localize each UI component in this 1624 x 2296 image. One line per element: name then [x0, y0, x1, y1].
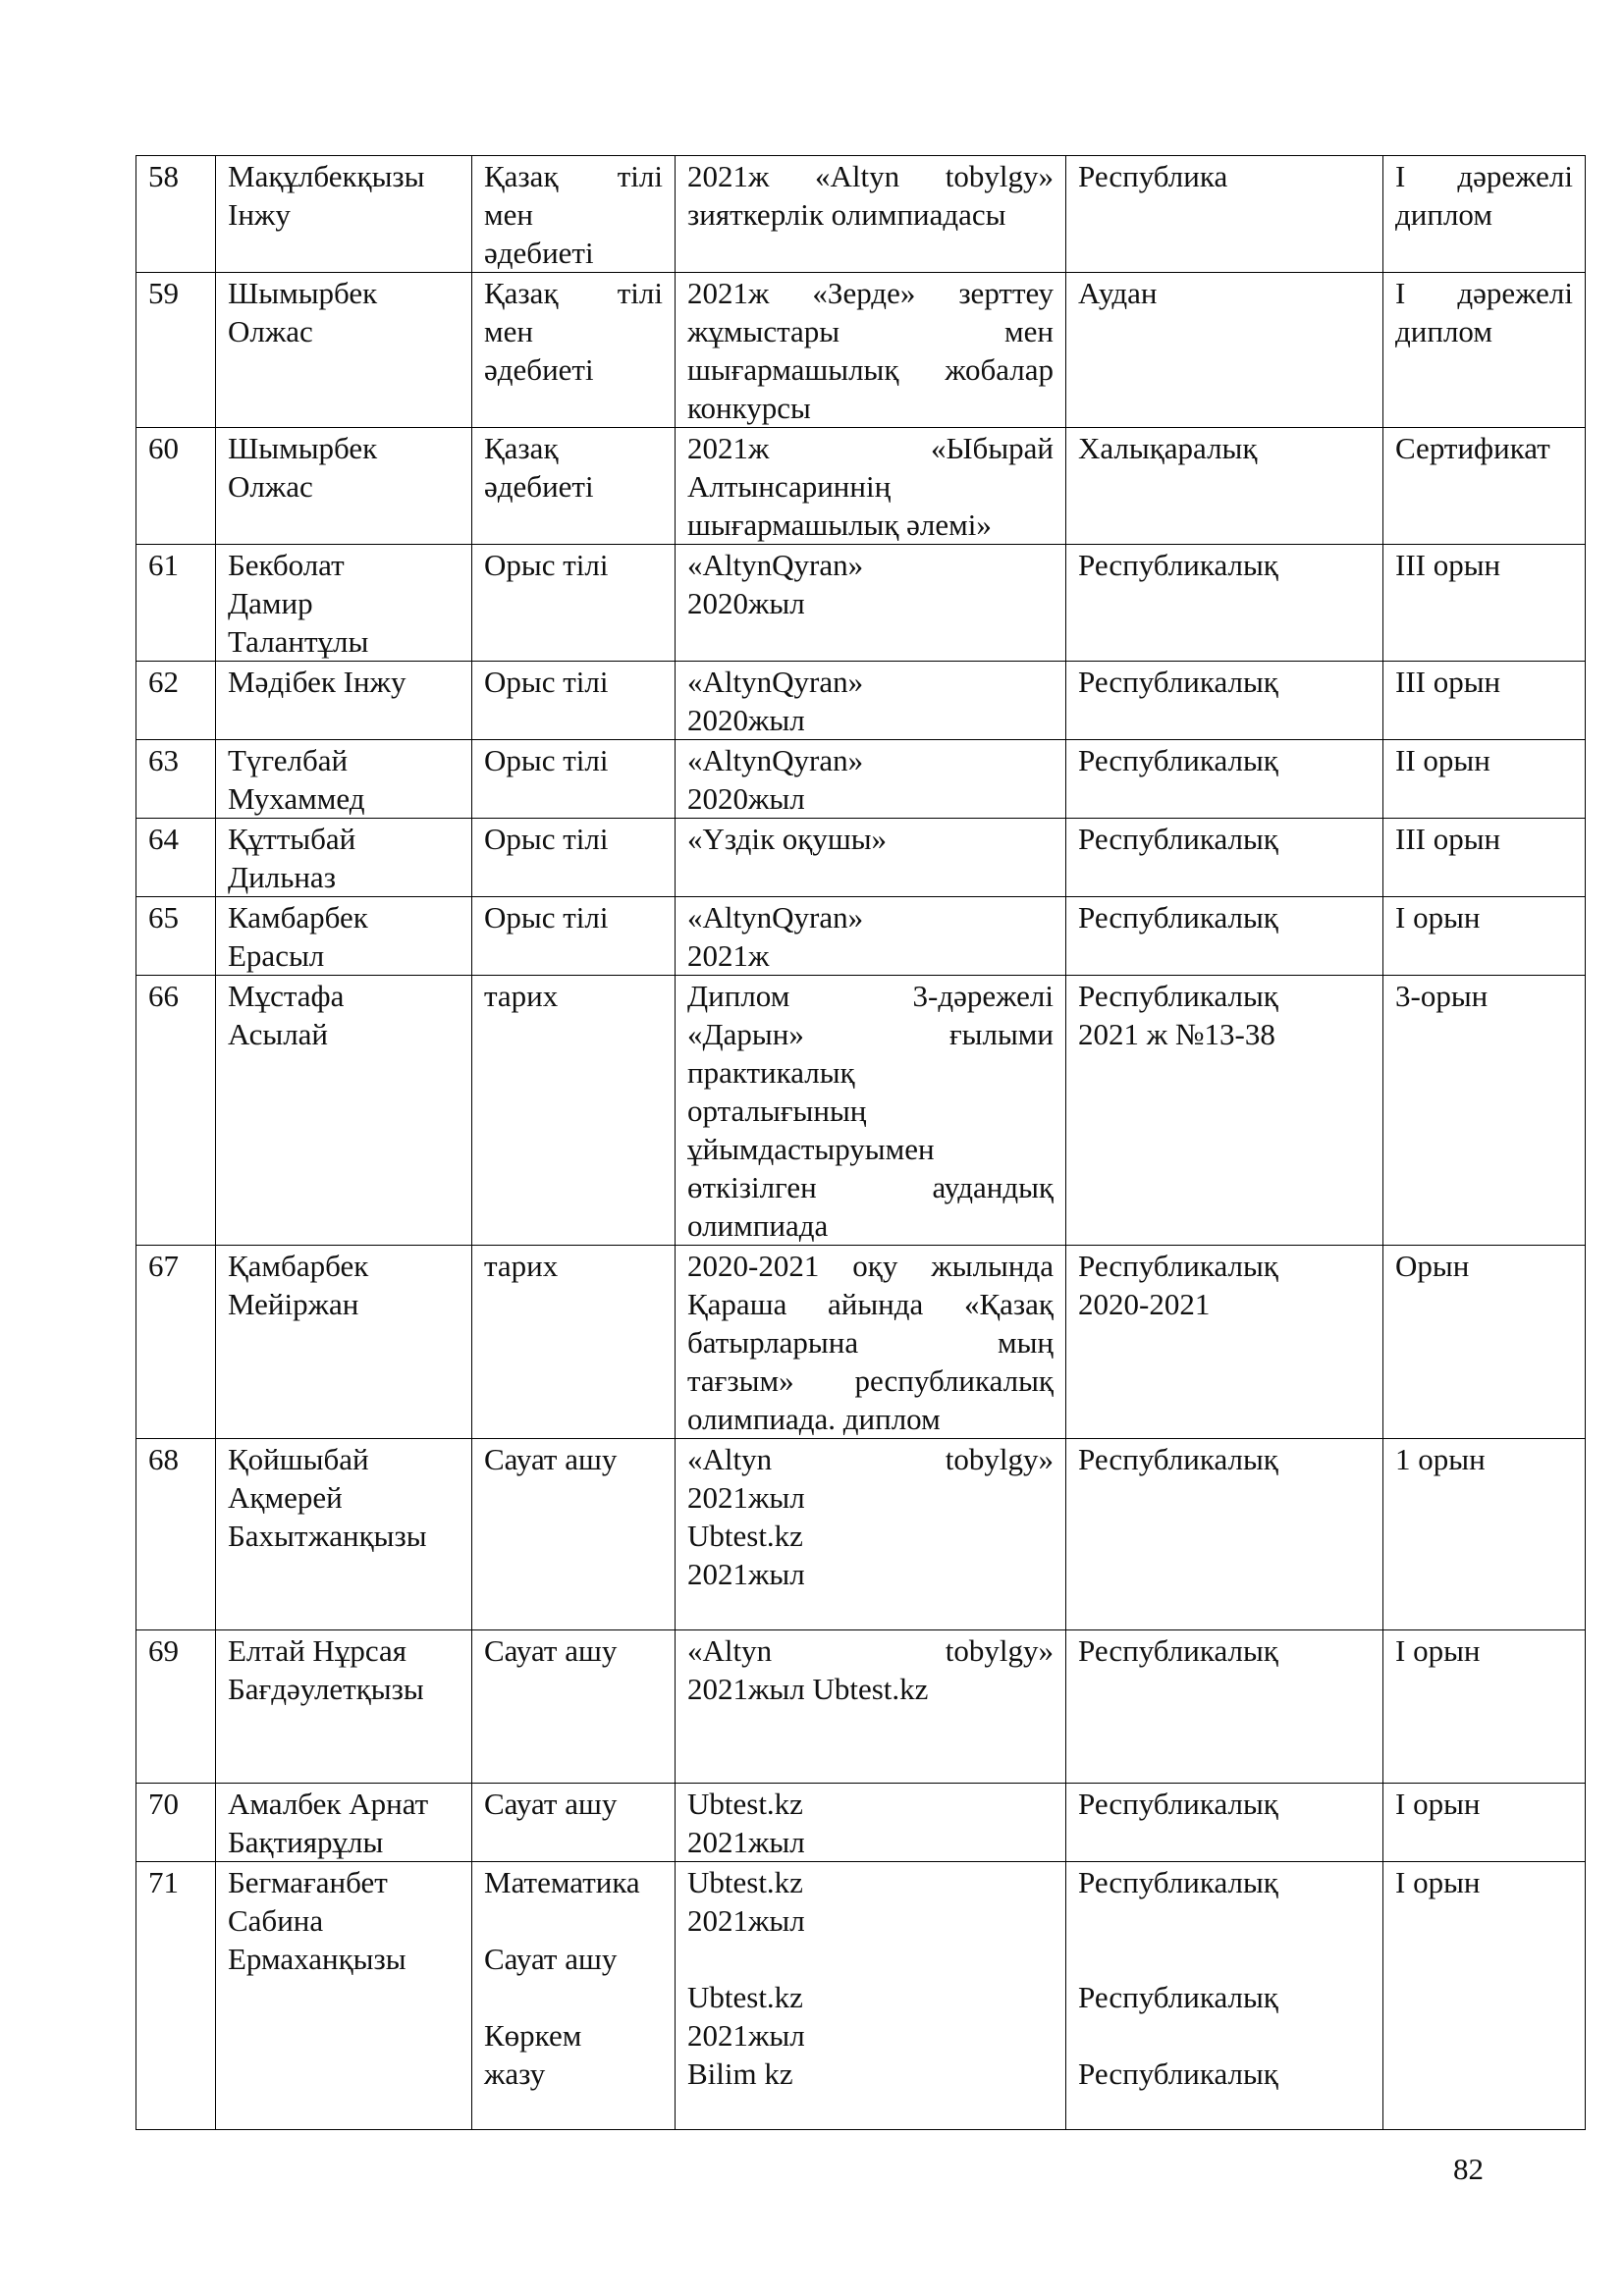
row-number-cell — [136, 156, 216, 273]
level-cell — [1066, 1246, 1383, 1439]
cell-line: Республикалық — [1078, 665, 1278, 699]
subject-cell — [472, 1630, 676, 1784]
event-cell — [676, 1862, 1066, 2130]
cell-line: Сауат ашу — [484, 1787, 618, 1821]
event-cell — [676, 1784, 1066, 1862]
cell-line: орталығының — [687, 1094, 867, 1128]
result-cell — [1383, 545, 1586, 662]
cell-line: Олжас — [228, 314, 313, 348]
cell-line: «Үздік оқушы» — [687, 822, 888, 856]
cell-line: 62 — [148, 665, 179, 699]
cell-line: Қазақ тілі — [484, 159, 663, 193]
cell-line: 69 — [148, 1633, 179, 1668]
row-number-cell — [136, 1439, 216, 1630]
cell-line: практикалық — [687, 1055, 855, 1090]
cell-line: І орын — [1395, 900, 1481, 934]
cell-line: Қамбарбек — [228, 1249, 369, 1283]
student-name-cell — [216, 1630, 472, 1784]
row-number-cell — [136, 819, 216, 897]
cell-line: зияткерлік олимпиадасы — [687, 197, 1006, 232]
student-name-cell — [216, 662, 472, 740]
cell-line: Республикалық — [1078, 822, 1278, 856]
level-cell — [1066, 662, 1383, 740]
cell-line: мен — [484, 314, 533, 348]
cell-line: Сауат ашу — [484, 1633, 618, 1668]
cell-line: 61 — [148, 548, 179, 582]
cell-line: Халықаралық — [1078, 431, 1258, 465]
cell-line: Қараша айында «Қазақ — [687, 1287, 1054, 1321]
cell-line: Ермаханқызы — [228, 1942, 406, 1976]
level-cell — [1066, 976, 1383, 1246]
cell-line — [484, 1978, 663, 2016]
event-cell — [676, 273, 1066, 428]
cell-line: 2021ж — [687, 938, 770, 973]
cell-line: Орыс тілі — [484, 665, 609, 699]
table-row — [136, 1862, 1586, 2130]
cell-line: Орыс тілі — [484, 822, 609, 856]
cell-line: Сауат ашу — [484, 1942, 618, 1976]
row-number-cell — [136, 273, 216, 428]
subject-cell — [472, 273, 676, 428]
event-cell — [676, 545, 1066, 662]
cell-line: Орыс тілі — [484, 743, 609, 777]
cell-line: Республикалық — [1078, 548, 1278, 582]
subject-cell — [472, 428, 676, 545]
subject-cell — [472, 662, 676, 740]
cell-line: Түгелбай — [228, 743, 349, 777]
row-number-cell — [136, 976, 216, 1246]
cell-line: «Altyn tobylgy» — [687, 1442, 1054, 1476]
cell-line: Республикалық — [1078, 900, 1278, 934]
student-name-cell — [216, 1862, 472, 2130]
cell-line: 2020-2021 — [1078, 1287, 1211, 1321]
cell-line: 2020жыл — [687, 586, 805, 620]
cell-line: 71 — [148, 1865, 179, 1899]
cell-line: Шымырбек — [228, 431, 378, 465]
cell-line: Республикалық — [1078, 979, 1278, 1013]
cell-line: Қойшыбай — [228, 1442, 369, 1476]
cell-line: 2021жыл Ubtest.kz — [687, 1672, 929, 1706]
cell-line: І орын — [1395, 1633, 1481, 1668]
subject-cell — [472, 897, 676, 976]
table-row — [136, 1246, 1586, 1439]
cell-line: 65 — [148, 900, 179, 934]
result-cell — [1383, 273, 1586, 428]
table-row — [136, 976, 1586, 1246]
cell-line: 1 орын — [1395, 1442, 1486, 1476]
event-cell — [676, 1630, 1066, 1784]
cell-line: Республикалық — [1078, 1787, 1278, 1821]
table-row — [136, 1439, 1586, 1630]
cell-line: Талантұлы — [228, 624, 369, 659]
cell-line: Bilim kz — [687, 2056, 793, 2091]
result-cell — [1383, 976, 1586, 1246]
cell-line: шығармашылық жобалар — [687, 352, 1054, 387]
cell-line: І орын — [1395, 1787, 1481, 1821]
cell-line: 70 — [148, 1787, 179, 1821]
table-row — [136, 740, 1586, 819]
table-row — [136, 662, 1586, 740]
cell-line: 2021жыл — [687, 1825, 805, 1859]
row-number-cell — [136, 1630, 216, 1784]
cell-line: ІІІ орын — [1395, 665, 1501, 699]
cell-line: 2021ж «Altyn tobylgy» — [687, 159, 1054, 193]
cell-line: Республикалық — [1078, 1442, 1278, 1476]
subject-cell — [472, 819, 676, 897]
event-cell — [676, 976, 1066, 1246]
cell-line: Республикалық — [1078, 743, 1278, 777]
student-name-cell — [216, 976, 472, 1246]
cell-line: Республикалық — [1078, 1980, 1278, 2014]
cell-line: Мұстафа — [228, 979, 345, 1013]
cell-line: тарих — [484, 1249, 559, 1283]
event-cell — [676, 740, 1066, 819]
cell-line: Бағдәулетқызы — [228, 1672, 424, 1706]
level-cell — [1066, 1439, 1383, 1630]
table-row — [136, 545, 1586, 662]
cell-line: 2021жыл — [687, 1557, 805, 1591]
cell-line: Олжас — [228, 469, 313, 504]
cell-line: Ubtest.kz — [687, 1787, 803, 1821]
student-name-cell — [216, 1246, 472, 1439]
event-cell — [676, 897, 1066, 976]
cell-line: ІІІ орын — [1395, 822, 1501, 856]
cell-line: тарих — [484, 979, 559, 1013]
cell-line: 3-орын — [1395, 979, 1489, 1013]
student-name-cell — [216, 545, 472, 662]
cell-line: Бегмағанбет — [228, 1865, 388, 1899]
table-row — [136, 819, 1586, 897]
cell-line: 2020жыл — [687, 703, 805, 737]
cell-line — [1078, 1940, 1371, 1978]
cell-line: Көркем — [484, 2018, 582, 2053]
level-cell — [1066, 1862, 1383, 2130]
level-cell — [1066, 273, 1383, 428]
cell-line: Мақұлбекқызы — [228, 159, 425, 193]
result-cell — [1383, 897, 1586, 976]
cell-line: диплом — [1395, 197, 1492, 232]
cell-line: жазу — [484, 2056, 546, 2091]
cell-line: 67 — [148, 1249, 179, 1283]
cell-line: Шымырбек — [228, 276, 378, 310]
result-cell — [1383, 1862, 1586, 2130]
student-name-cell — [216, 1784, 472, 1862]
cell-line: Амалбек Арнат — [228, 1787, 429, 1821]
cell-line: Інжу — [228, 197, 291, 232]
result-cell — [1383, 740, 1586, 819]
student-name-cell — [216, 897, 472, 976]
student-name-cell — [216, 740, 472, 819]
cell-line: Ubtest.kz — [687, 1865, 803, 1899]
cell-line: 2021ж «Зерде» зерттеу — [687, 276, 1054, 310]
level-cell — [1066, 740, 1383, 819]
cell-line: 68 — [148, 1442, 179, 1476]
cell-line: 63 — [148, 743, 179, 777]
cell-line: Қазақ тілі — [484, 276, 663, 310]
level-cell — [1066, 897, 1383, 976]
subject-cell — [472, 156, 676, 273]
cell-line: Ақмерей — [228, 1480, 343, 1515]
page-number: 82 — [1453, 2152, 1484, 2186]
cell-line: Аудан — [1078, 276, 1158, 310]
cell-line: Республикалық — [1078, 1249, 1278, 1283]
event-cell — [676, 819, 1066, 897]
subject-cell — [472, 1862, 676, 2130]
cell-line: 2021жыл — [687, 1480, 805, 1515]
cell-line: Математика — [484, 1865, 640, 1899]
level-cell — [1066, 545, 1383, 662]
event-cell — [676, 428, 1066, 545]
cell-line: 64 — [148, 822, 179, 856]
event-cell — [676, 156, 1066, 273]
cell-line: шығармашылық әлемі» — [687, 507, 992, 542]
cell-line: Дильназ — [228, 860, 336, 894]
result-cell — [1383, 428, 1586, 545]
cell-line: диплом — [1395, 314, 1492, 348]
row-number-cell — [136, 428, 216, 545]
row-number-cell — [136, 545, 216, 662]
cell-line: Ubtest.kz — [687, 1980, 803, 2014]
cell-line: әдебиеті — [484, 352, 594, 387]
cell-line: Сауат ашу — [484, 1442, 618, 1476]
row-number-cell — [136, 1784, 216, 1862]
cell-line: Ерасыл — [228, 938, 325, 973]
cell-line: «AltynQyran» — [687, 548, 864, 582]
cell-line: конкурсы — [687, 391, 811, 425]
row-number-cell — [136, 1246, 216, 1439]
cell-line: 66 — [148, 979, 179, 1013]
cell-line: Бақтиярұлы — [228, 1825, 384, 1859]
cell-line: І орын — [1395, 1865, 1481, 1899]
cell-line: Диплом 3-дәрежелі — [687, 979, 1054, 1013]
cell-line: олимпиада. диплом — [687, 1402, 941, 1436]
cell-line: Орын — [1395, 1249, 1470, 1283]
cell-line: Елтай Нұрсая — [228, 1633, 406, 1668]
cell-line: «Дарын» ғылыми — [687, 1017, 1054, 1051]
cell-line: 2021жыл — [687, 2018, 805, 2053]
student-name-cell — [216, 156, 472, 273]
cell-line: әдебиеті — [484, 236, 594, 270]
table-body — [136, 156, 1586, 2130]
cell-line: тағзым» республикалық — [687, 1363, 1054, 1398]
cell-line: Асылай — [228, 1017, 329, 1051]
level-cell — [1066, 1784, 1383, 1862]
student-name-cell — [216, 819, 472, 897]
cell-line: І дәрежелі — [1395, 276, 1573, 310]
result-cell — [1383, 1246, 1586, 1439]
cell-line: Орыс тілі — [484, 900, 609, 934]
subject-cell — [472, 1784, 676, 1862]
cell-line — [1078, 2016, 1371, 2055]
cell-line: Республикалық — [1078, 1865, 1278, 1899]
cell-line: әдебиеті — [484, 469, 594, 504]
cell-line: Дамир — [228, 586, 313, 620]
cell-line: Республикалық — [1078, 2056, 1278, 2091]
cell-line: Камбарбек — [228, 900, 368, 934]
event-cell — [676, 1439, 1066, 1630]
event-cell — [676, 662, 1066, 740]
cell-line: І дәрежелі — [1395, 159, 1573, 193]
result-cell — [1383, 1630, 1586, 1784]
result-cell — [1383, 819, 1586, 897]
achievements-table — [135, 155, 1586, 2130]
table-row — [136, 156, 1586, 273]
table-row — [136, 1630, 1586, 1784]
cell-line — [484, 1901, 663, 1940]
cell-line: «AltynQyran» — [687, 665, 864, 699]
cell-line: олимпиада — [687, 1208, 829, 1243]
table-row — [136, 273, 1586, 428]
cell-line: Ubtest.kz — [687, 1519, 803, 1553]
cell-line: 58 — [148, 159, 179, 193]
cell-line: «AltynQyran» — [687, 900, 864, 934]
level-cell — [1066, 156, 1383, 273]
cell-line: Құттыбай — [228, 822, 356, 856]
cell-line: Орыс тілі — [484, 548, 609, 582]
cell-line: Мәдібек Інжу — [228, 665, 406, 699]
student-name-cell — [216, 1439, 472, 1630]
cell-line: 2021 ж №13-38 — [1078, 1017, 1275, 1051]
cell-line: 2021жыл — [687, 1903, 805, 1938]
cell-line: мен — [484, 197, 533, 232]
cell-line: 60 — [148, 431, 179, 465]
row-number-cell — [136, 662, 216, 740]
cell-line: Республика — [1078, 159, 1228, 193]
table-row — [136, 1784, 1586, 1862]
result-cell — [1383, 1439, 1586, 1630]
cell-line: батырларына мың — [687, 1325, 1054, 1360]
cell-line: Бахытжанқызы — [228, 1519, 427, 1553]
cell-line: Сабина — [228, 1903, 324, 1938]
result-cell — [1383, 1784, 1586, 1862]
level-cell — [1066, 819, 1383, 897]
level-cell — [1066, 428, 1383, 545]
cell-line: ІІ орын — [1395, 743, 1490, 777]
cell-line: Мухаммед — [228, 781, 365, 816]
event-cell — [676, 1246, 1066, 1439]
cell-line: жұмыстары мен — [687, 314, 1054, 348]
cell-line: өткізілген аудандық — [687, 1170, 1054, 1204]
cell-line: Бекболат — [228, 548, 345, 582]
subject-cell — [472, 976, 676, 1246]
cell-line: ұйымдастыруымен — [687, 1132, 935, 1166]
cell-line: Сертификат — [1395, 431, 1550, 465]
cell-line: Мейіржан — [228, 1287, 359, 1321]
student-name-cell — [216, 273, 472, 428]
cell-line: ІІІ орын — [1395, 548, 1501, 582]
cell-line: Қазақ — [484, 431, 559, 465]
row-number-cell — [136, 740, 216, 819]
level-cell — [1066, 1630, 1383, 1784]
cell-line: 2020-2021 оқу жылында — [687, 1249, 1054, 1283]
cell-line: 2020жыл — [687, 781, 805, 816]
subject-cell — [472, 1246, 676, 1439]
subject-cell — [472, 545, 676, 662]
row-number-cell — [136, 897, 216, 976]
cell-line: Алтынсариннің — [687, 469, 892, 504]
table-row — [136, 897, 1586, 976]
cell-line: 2021ж «Ыбырай — [687, 431, 1054, 465]
result-cell — [1383, 662, 1586, 740]
subject-cell — [472, 1439, 676, 1630]
cell-line — [1078, 1901, 1371, 1940]
cell-line — [687, 1940, 1054, 1978]
cell-line: «Altyn tobylgy» — [687, 1633, 1054, 1668]
cell-line: 59 — [148, 276, 179, 310]
table-row — [136, 428, 1586, 545]
student-name-cell — [216, 428, 472, 545]
cell-line: «AltynQyran» — [687, 743, 864, 777]
result-cell — [1383, 156, 1586, 273]
row-number-cell — [136, 1862, 216, 2130]
cell-line: Республикалық — [1078, 1633, 1278, 1668]
subject-cell — [472, 740, 676, 819]
